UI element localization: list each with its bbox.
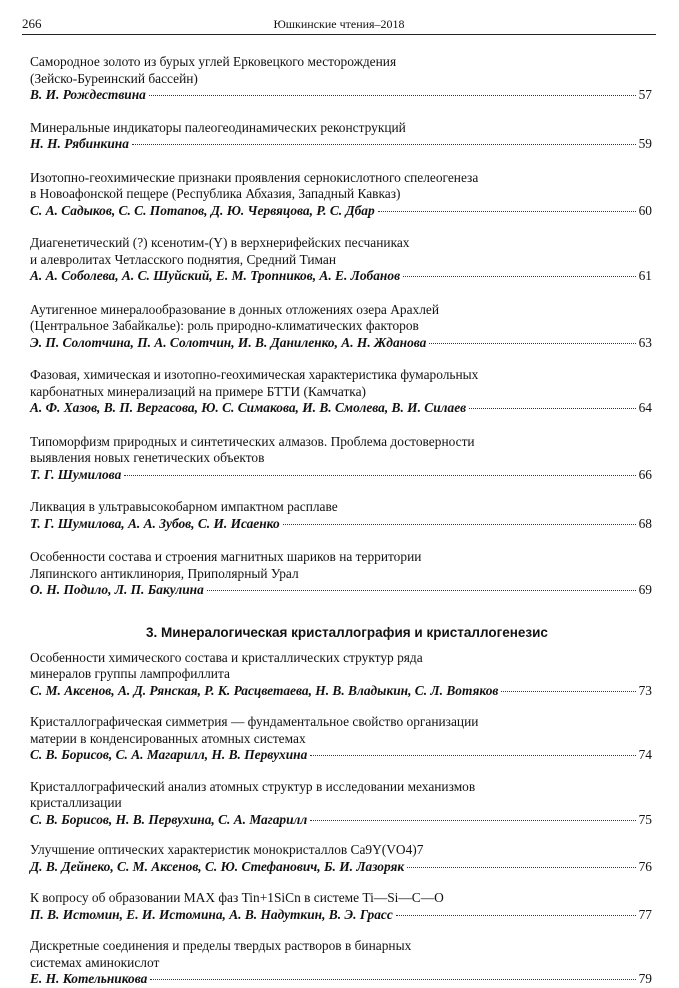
- toc-entry: [30, 650, 652, 700]
- table-of-contents: [30, 54, 652, 988]
- entry-title: Минеральные индикаторы палеогеодинамических реконструкций: [30, 119, 406, 135]
- entry-title: системах аминокислот: [30, 954, 160, 970]
- toc-entry: [30, 714, 652, 764]
- entry-title: Типоморфизм природных и синтетических алмазов. Проблема достоверности: [30, 433, 475, 449]
- entry-title: Фазовая, химическая и изотопно-геохимическая характеристика фумарольных: [30, 367, 479, 382]
- entry-authors-line: [30, 467, 652, 484]
- entry-title: Изотопно-геохимические признаки проявления сернокислотного спелеогенеза: [30, 169, 479, 185]
- entry-authors-line: [30, 683, 652, 700]
- entry-authors: Т. Г. Шумилова, А. А. Зубов, С. И. Исаенко: [30, 515, 280, 531]
- entry-authors: Э. П. Солотчина, П. А. Солотчин, И. В. Даниленко, А. Н. Жданова: [30, 334, 427, 350]
- dot-leader: [124, 475, 635, 476]
- entry-authors: А. Ф. Хазов, В. П. Вергасова, Ю. С. Симакова, И. В. Смолева, В. И. Силаев: [30, 400, 467, 415]
- entry-authors-line: [30, 268, 652, 285]
- dot-leader: [149, 95, 636, 96]
- entry-title: Кристаллографический анализ атомных структур в исследовании механизмов: [30, 778, 476, 794]
- entry-title: Кристаллографическая симметрия — фундаментальное свойство организации: [30, 714, 479, 729]
- entry-authors: С. В. Борисов, С. А. Магарилл, Н. В. Первухина: [30, 747, 308, 762]
- entry-page-number: 68: [638, 515, 652, 531]
- page-header: [22, 14, 656, 35]
- dot-leader: [407, 867, 635, 868]
- entry-authors: С. А. Садыков, С. С. Потапов, Д. Ю. Червяцова, Р. С. Дбар: [30, 202, 375, 218]
- toc-list-section-3: [30, 650, 652, 988]
- toc-entry: [30, 549, 652, 599]
- dot-leader: [132, 144, 636, 145]
- entry-authors-line: [30, 335, 652, 352]
- toc-entry: [30, 54, 652, 104]
- entry-title: К вопросу об образовании MAX фаз Tin+1SiCn в системе Ti—Si—C—O: [30, 890, 444, 905]
- dot-leader: [429, 343, 635, 344]
- entry-page-number: 76: [638, 858, 652, 874]
- toc-entry: [30, 938, 652, 988]
- entry-title: Аутигенное минералообразование в донных отложениях озера Арахлей: [30, 301, 440, 317]
- entry-title: (Центральное Забайкалье): роль природно-климатических факторов: [30, 318, 419, 333]
- entry-authors: А. А. Соболева, А. С. Шуйский, Е. М. Тропников, А. Е. Лобанов: [30, 268, 401, 283]
- entry-page-number: 59: [638, 136, 652, 151]
- running-title: Юшкинские чтения–2018: [273, 17, 405, 31]
- entry-title: материи в конденсированных атомных системах: [30, 730, 306, 746]
- entry-page-number: 74: [638, 747, 652, 762]
- dot-leader: [396, 915, 636, 916]
- section-heading: 3. Минералогическая кристаллография и кристаллогенезис: [146, 624, 548, 640]
- entry-title: Дискретные соединения и пределы твердых растворов в бинарных: [30, 938, 412, 953]
- entry-page-number: 64: [638, 400, 652, 415]
- toc-entry: [30, 779, 652, 829]
- entry-authors-line: [30, 582, 652, 599]
- entry-title: Особенности химического состава и кристаллических структур ряда: [30, 649, 423, 665]
- entry-page-number: 73: [638, 682, 652, 698]
- entry-page-number: 61: [638, 268, 652, 283]
- entry-authors: Е. Н. Котельникова: [30, 971, 148, 986]
- entry-authors-line: [30, 136, 652, 153]
- dot-leader: [310, 820, 635, 821]
- entry-page-number: 57: [638, 87, 652, 102]
- entry-page-number: 66: [638, 466, 652, 482]
- entry-page-number: 79: [638, 971, 652, 986]
- toc-entry: [30, 235, 652, 285]
- entry-page-number: 63: [638, 334, 652, 350]
- entry-title: Ликвация в ультравысокобарном импактном расплаве: [30, 499, 338, 514]
- entry-authors-line: [30, 87, 652, 104]
- entry-authors-line: [30, 516, 652, 533]
- toc-entry: [30, 120, 652, 153]
- entry-authors: О. Н. Подило, Л. П. Бакулина: [30, 582, 204, 597]
- entry-title: выявления новых генетических объектов: [30, 450, 265, 465]
- page-number: 266: [22, 16, 42, 31]
- entry-title: карбонатных минерализаций на примере БТТИ (Камчатка): [30, 383, 367, 399]
- entry-title: Особенности состава и строения магнитных шариков на территории: [30, 549, 422, 564]
- entry-authors-line: [30, 859, 652, 876]
- entry-authors: Д. В. Дейнеко, С. М. Аксенов, С. Ю. Стефанович, Б. И. Лазоряк: [30, 858, 405, 874]
- entry-authors-line: [30, 971, 652, 988]
- entry-authors-line: [30, 907, 652, 924]
- entry-authors-line: [30, 747, 652, 764]
- entry-page-number: 60: [638, 202, 652, 218]
- entry-authors: С. В. Борисов, Н. В. Первухина, С. А. Магарилл: [30, 811, 308, 827]
- entry-authors: В. И. Рождествина: [30, 87, 146, 102]
- entry-authors-line: [30, 400, 652, 417]
- entry-page-number: 75: [638, 811, 652, 827]
- entry-page-number: 77: [638, 906, 652, 922]
- toc-entry: [30, 842, 652, 875]
- entry-title: в Новоафонской пещере (Республика Абхазия, Западный Кавказ): [30, 186, 401, 201]
- entry-page-number: 69: [638, 582, 652, 597]
- entry-title: минералов группы лампрофиллита: [30, 666, 230, 681]
- dot-leader: [207, 590, 636, 591]
- entry-authors-line: [30, 812, 652, 829]
- dot-leader: [310, 755, 635, 756]
- toc-entry: [30, 302, 652, 352]
- entry-title: Ляпинского антиклинория, Приполярный Урал: [30, 565, 299, 581]
- entry-authors-line: [30, 203, 652, 220]
- entry-title: Диагенетический (?) ксенотим-(Y) в верхнерифейских песчаниках: [30, 235, 410, 250]
- dot-leader: [378, 211, 636, 212]
- toc-entry: [30, 434, 652, 484]
- dot-leader: [283, 524, 636, 525]
- entry-authors: Н. Н. Рябинкина: [30, 136, 129, 151]
- entry-authors: С. М. Аксенов, А. Д. Рянская, Р. К. Расцветаева, Н. В. Владыкин, С. Л. Вотяков: [30, 682, 499, 698]
- entry-title: и алевролитах Четласского поднятия, Средний Тиман: [30, 251, 337, 267]
- entry-title: (Зейско-Буреинский бассейн): [30, 70, 198, 86]
- dot-leader: [403, 276, 636, 277]
- entry-title: кристаллизации: [30, 795, 122, 810]
- entry-authors: П. В. Истомин, Е. И. Истомина, А. В. Надуткин, В. Э. Грасс: [30, 906, 393, 922]
- toc-entry: [30, 890, 652, 923]
- dot-leader: [501, 691, 635, 692]
- dot-leader: [469, 408, 635, 409]
- toc-entry: [30, 499, 652, 532]
- entry-title: Самородное золото из бурых углей Ерковецкого месторождения: [30, 54, 397, 69]
- entry-title: Улучшение оптических характеристик монокристаллов Ca9Y(VO4)7: [30, 842, 424, 857]
- toc-entry: [30, 170, 652, 220]
- dot-leader: [150, 979, 635, 980]
- toc-entry: [30, 367, 652, 417]
- entry-authors: Т. Г. Шумилова: [30, 466, 122, 482]
- toc-list-section-2: [30, 54, 652, 599]
